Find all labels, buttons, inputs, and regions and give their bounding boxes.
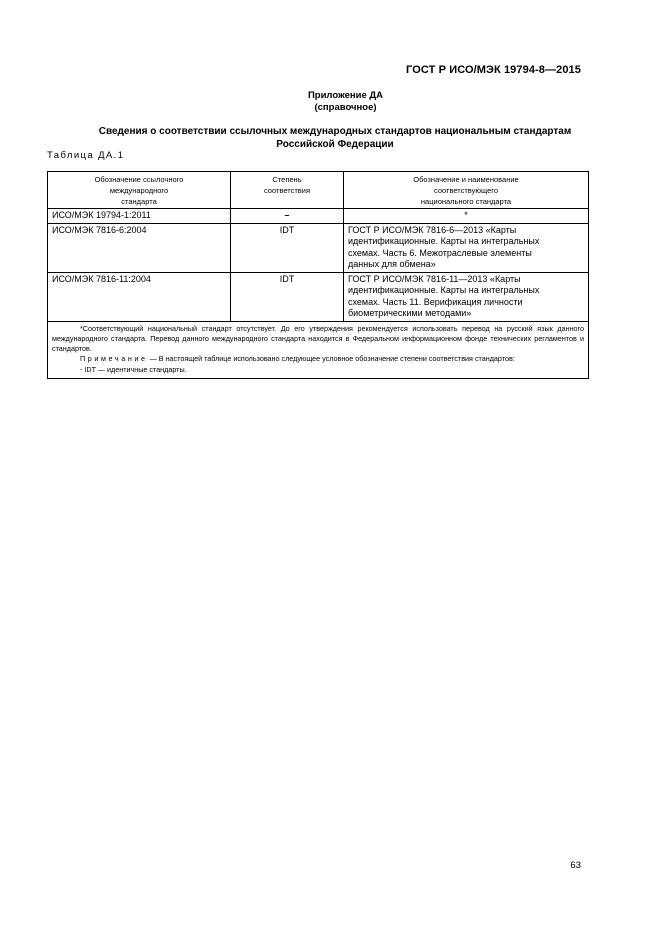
note-text: — В настоящей таблице использовано следующее условное обозначение степени соответствия стандартов: [147, 354, 515, 364]
cell-national-standard: ГОСТ Р ИСО/МЭК 7816-6—2013 «Карты идентификационные. Карты на интегральных схемах. Часть 6. Межотраслевые элементы данных для обмена» [344, 223, 589, 272]
header-degree-of-conformity: Степень соответствия [231, 172, 344, 209]
table-caption: Таблица ДА.1 [47, 150, 125, 161]
document-header: ГОСТ Р ИСО/МЭК 19794-8—2015 [406, 64, 581, 76]
table-header-row [48, 172, 589, 209]
section-title-line-1: Сведения о соответствии ссылочных международных стандартов национальным стандартам [98, 126, 572, 137]
annex-title: Приложение ДА [307, 90, 384, 101]
cell-degree: IDT [231, 223, 344, 272]
footnote: *Соответствующий национальный стандарт отсутствует. До его утверждения рекомендуется использовать перевод на русский язык данного международного стандарта. Перевод данного международного стандарта находится в Федеральном информационном фонде технических регламентов и стандартов. [52, 323, 584, 354]
section-title-line-2: Российской Федерации [276, 139, 394, 150]
table-row [48, 209, 589, 224]
header-national-standard: Обозначение и наименование соответствующего национального стандарта [344, 172, 589, 209]
page-number: 63 [570, 860, 581, 871]
section-title [40, 125, 630, 151]
table-notes [48, 321, 589, 378]
table-row [48, 272, 589, 321]
cell-reference-standard: ИСО/МЭК 19794-1:2011 [48, 209, 231, 224]
legend-idt: - IDT — идентичные стандарты. [80, 364, 187, 374]
cell-national-standard: ГОСТ Р ИСО/МЭК 7816-11—2013 «Карты идентификационные. Карты на интегральных схемах. Часть 11. Верификация личности биометрическими методами» [344, 272, 589, 321]
cell-reference-standard: ИСО/МЭК 7816-11:2004 [48, 272, 231, 321]
note-label: Примечание [80, 354, 148, 364]
cell-degree: IDT [231, 272, 344, 321]
table-note [52, 354, 584, 364]
header-reference-standard: Обозначение ссылочного международного стандарта [48, 172, 231, 209]
table-notes-row [48, 321, 589, 378]
correspondence-table [47, 171, 589, 379]
cell-national-standard: * [344, 209, 589, 224]
table-row [48, 223, 589, 272]
cell-reference-standard: ИСО/МЭК 7816-6:2004 [48, 223, 231, 272]
annex-subtitle: (справочное) [314, 102, 377, 113]
annex-title-block [0, 90, 661, 114]
cell-degree: – [231, 209, 344, 224]
